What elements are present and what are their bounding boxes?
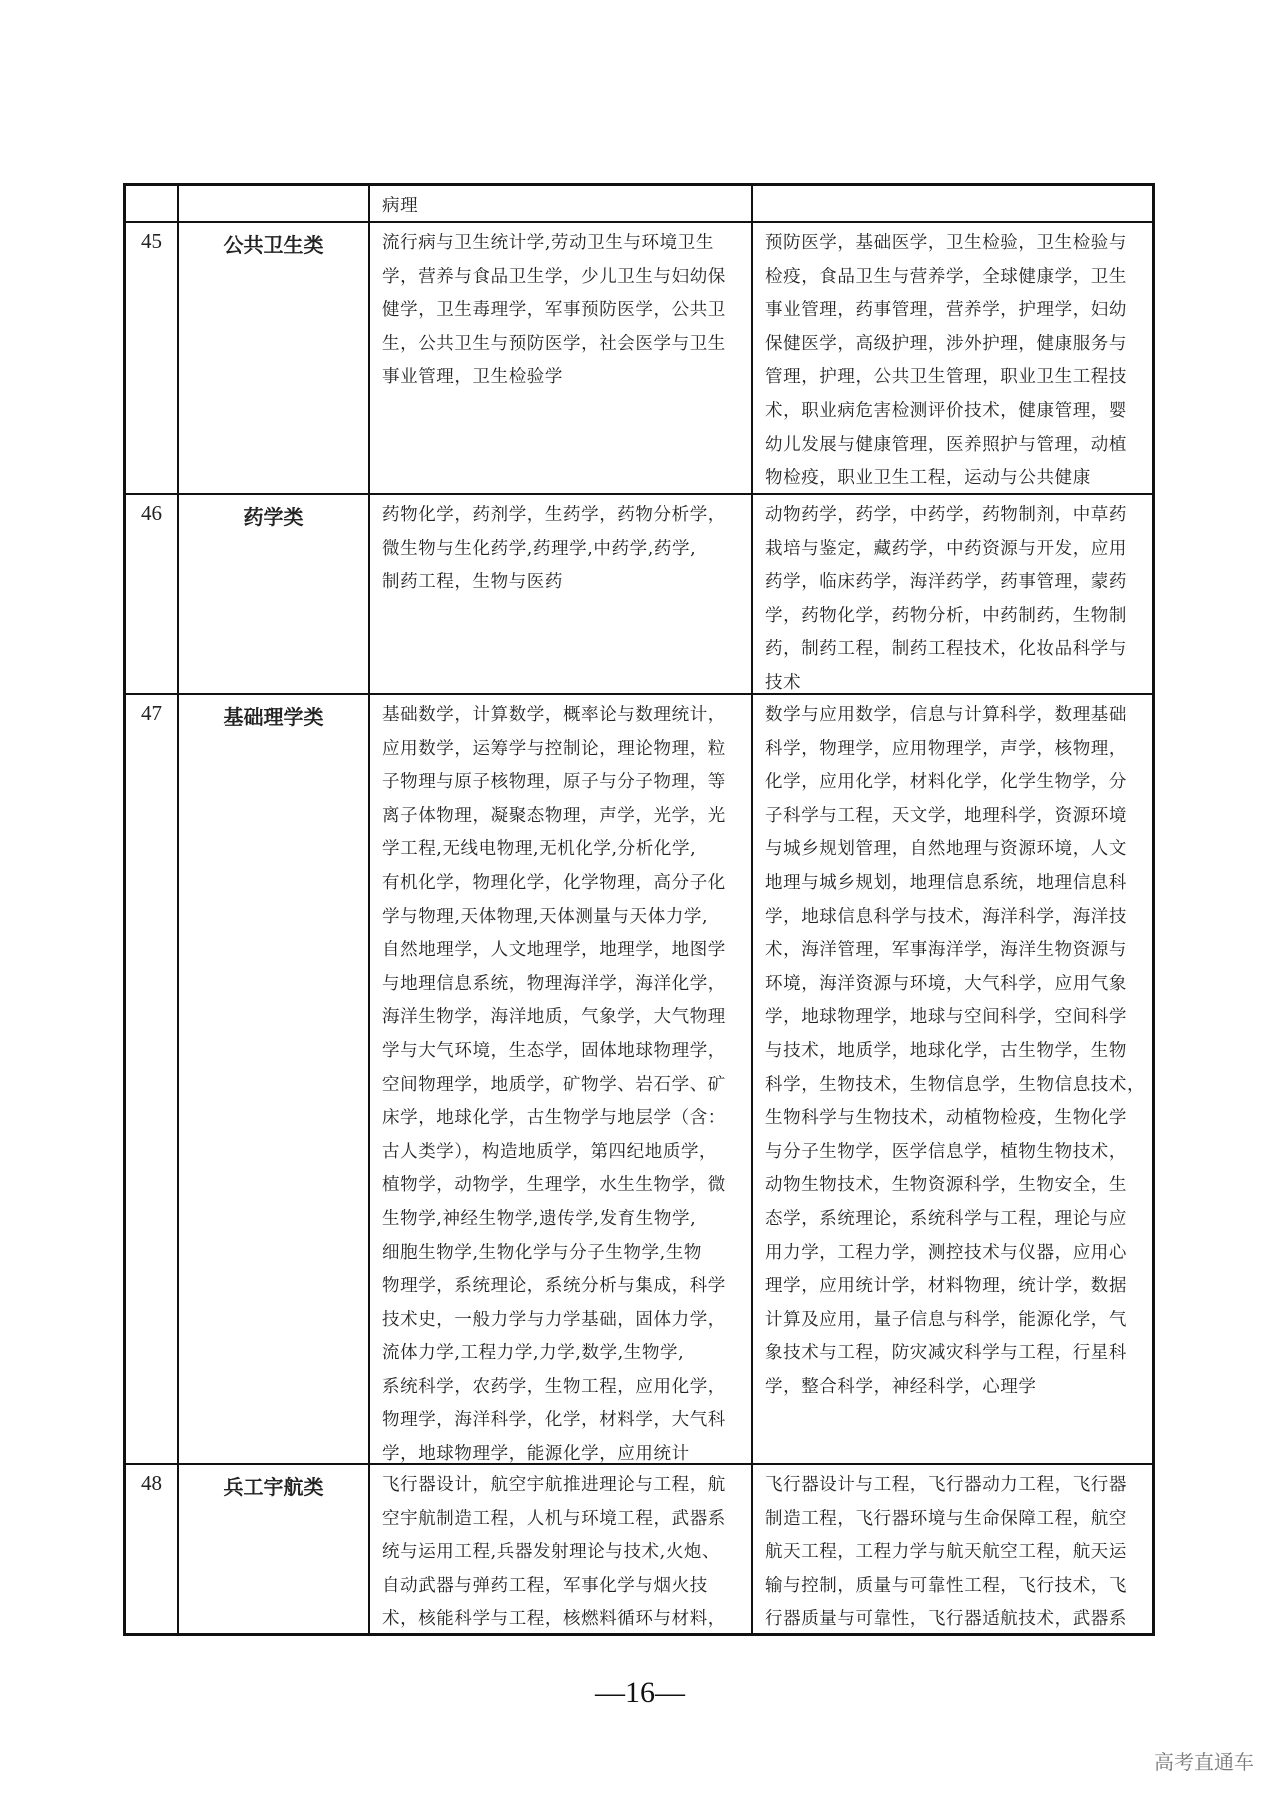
row-number-cell: 45 [126,223,179,493]
cell-text-line: 生物学,神经生物学,遗传学,发育生物学, [382,1208,697,1229]
table-row [126,186,1152,223]
table-row [126,695,1152,1465]
cell-text-line: 术，核能科学与工程，核燃料循环与材料， [382,1609,726,1630]
cell-text-line: 管理，护理，公共卫生管理，职业卫生工程技 [765,367,1127,388]
cell-text-line: 飞行器设计与工程，飞行器动力工程，飞行器 [765,1475,1127,1495]
cell-text-line: 化学，应用化学，材料化学，化学生物学，分 [765,772,1127,793]
cell-text-line: 床学，地球化学，古生物学与地层学（含： [382,1108,726,1129]
cell-text-line: 微生物与生化药学,药理学,中药学,药学, [382,538,697,559]
cell-text-line: 药学，临床药学，海洋药学，药事管理，蒙药 [765,572,1127,593]
cell-text-line: 预防医学，基础医学，卫生检验，卫生检验与 [765,233,1127,253]
cell-text-line: 与城乡规划管理，自然地理与资源环境，人文 [765,839,1127,860]
graduate-majors-cell [370,495,753,693]
graduate-majors-cell [370,695,753,1463]
cell-text-line: 生，公共卫生与预防医学，社会医学与卫生 [382,333,726,354]
row-number-cell: 46 [126,495,179,693]
cell-text-line: 与分子生物学，医学信息学，植物生物技术， [765,1141,1127,1162]
cell-text-line: 栽培与鉴定，藏药学，中药资源与开发，应用 [765,538,1127,559]
cell-text-line: 物检疫，职业卫生工程，运动与公共健康 [765,468,1091,489]
cell-text-line: 输与控制，质量与可靠性工程，飞行技术，飞 [765,1575,1127,1596]
cell-text-line: 与地理信息系统，物理海洋学，海洋化学， [382,973,726,994]
cell-text-line: 技术 [765,672,802,693]
undergraduate-majors-cell [753,223,1152,493]
cell-text-line: 流体力学,工程力学,力学,数学,生物学, [382,1343,685,1364]
category-name-cell: 药学类 [179,495,370,693]
undergraduate-majors-cell [753,695,1152,1463]
cell-text-line: 学工程,无线电物理,无机化学,分析化学, [382,839,697,860]
cell-text-line: 检疫，食品卫生与营养学，全球健康学，卫生 [765,266,1127,287]
cell-text-line: 有机化学，物理化学，化学物理，高分子化 [382,872,726,893]
cell-text-line: 飞行器设计，航空宇航推进理论与工程，航 [382,1475,726,1495]
cell-text-line: 用力学，工程力学，测控技术与仪器，应用心 [765,1242,1127,1263]
cell-text-line: 计算及应用，量子信息与科学，能源化学，气 [765,1309,1127,1330]
cell-text-line: 子科学与工程，天文学，地理科学，资源环境 [765,805,1127,826]
cell-text-line: 术，海洋管理，军事海洋学，海洋生物资源与 [765,940,1127,961]
cell-text-line: 生物科学与生物技术，动植物检疫，生物化学 [765,1108,1127,1129]
cell-text-line: 学，药物化学，药物分析，中药制药，生物制 [765,605,1127,626]
category-name-cell: 公共卫生类 [179,223,370,493]
table-row [126,495,1152,695]
cell-text-line: 地理与城乡规划，地理信息系统，地理信息科 [765,872,1127,893]
graduate-majors-cell [370,1465,753,1636]
cell-text-line: 事业管理，卫生检验学 [382,367,563,388]
undergraduate-majors-cell [753,186,1152,221]
cell-text-line: 自动武器与弹药工程，军事化学与烟火技 [382,1575,708,1596]
cell-text-line: 技术史，一般力学与力学基础，固体力学， [382,1309,726,1330]
watermark-text: 高考直通车 [1154,1750,1254,1774]
undergraduate-majors-cell [753,495,1152,693]
cell-text-line: 子物理与原子核物理，原子与分子物理，等 [382,772,726,793]
graduate-majors-cell [370,223,753,493]
cell-text-line: 系统科学，农药学，生物工程，应用化学， [382,1376,726,1397]
cell-text-line: 健学，卫生毒理学，军事预防医学，公共卫 [382,300,726,321]
page-number: —16— [595,1676,685,1709]
cell-text-line: 学与物理,天体物理,天体测量与天体力学, [382,906,709,927]
cell-text-line: 科学，物理学，应用物理学，声学，核物理， [765,738,1127,759]
cell-text-line: 药物化学，药剂学，生药学，药物分析学， [382,505,726,525]
cell-text-line: 古人类学），构造地质学，第四纪地质学， [382,1141,718,1162]
cell-text-line: 态学，系统理论，系统科学与工程，理论与应 [765,1208,1127,1229]
cell-text-line: 象技术与工程，防灾减灾科学与工程，行星科 [765,1343,1127,1364]
cell-text-line: 行器质量与可靠性，飞行器适航技术，武器系 [765,1609,1127,1630]
cell-text-line: 流行病与卫生统计学,劳动卫生与环境卫生 [382,233,714,253]
table-row [126,1465,1152,1636]
row-number-cell: 48 [126,1465,179,1636]
cell-text-line: 统与运用工程,兵器发射理论与技术,火炮、 [382,1542,721,1563]
cell-text-line: 科学，生物技术，生物信息学，生物信息技术， [765,1074,1146,1095]
cell-text-line: 海洋生物学，海洋地质，气象学，大气物理 [382,1007,726,1028]
cell-text-line: 动物生物技术，生物资源科学，生物安全，生 [765,1175,1127,1196]
cell-text-line: 物理学，海洋科学，化学，材料学，大气科 [382,1410,726,1431]
cell-text-line: 幼儿发展与健康管理，医养照护与管理，动植 [765,434,1127,455]
category-name-cell [179,186,370,221]
cell-text-line: 物理学，系统理论，系统分析与集成，科学 [382,1276,726,1297]
cell-text-line: 学，营养与食品卫生学，少儿卫生与妇幼保 [382,266,726,287]
graduate-majors-cell [370,186,753,221]
cell-text-line: 学，地球物理学，能源化学，应用统计 [382,1444,690,1465]
cell-text-line: 植物学，动物学，生理学，水生生物学，微 [382,1175,726,1196]
cell-text-line: 理学，应用统计学，材料物理，统计学，数据 [765,1276,1127,1297]
cell-text-line: 制药工程，生物与医药 [382,572,563,593]
undergraduate-majors-cell [753,1465,1152,1636]
cell-text-line: 病理 [382,196,419,216]
cell-text-line: 学，地球信息科学与技术，海洋科学，海洋技 [765,906,1127,927]
cell-text-line: 空间物理学，地质学，矿物学、岩石学、矿 [382,1074,726,1095]
cell-text-line: 应用数学，运筹学与控制论，理论物理，粒 [382,738,726,759]
cell-text-line: 事业管理，药事管理，营养学，护理学，妇幼 [765,300,1127,321]
cell-text-line: 与技术，地质学，地球化学，古生物学，生物 [765,1040,1127,1061]
row-number-cell [126,186,179,221]
cell-text-line: 学，地球物理学，地球与空间科学，空间科学 [765,1007,1127,1028]
cell-text-line: 自然地理学，人文地理学，地理学，地图学 [382,940,726,961]
table-row [126,223,1152,495]
cell-text-line: 学，整合科学，神经科学，心理学 [765,1376,1037,1397]
cell-text-line: 保健医学，高级护理，涉外护理，健康服务与 [765,333,1127,354]
cell-text-line: 基础数学，计算数学，概率论与数理统计， [382,705,726,725]
cell-text-line: 离子体物理，凝聚态物理，声学，光学，光 [382,805,726,826]
cell-text-line: 制造工程，飞行器环境与生命保障工程，航空 [765,1508,1127,1529]
cell-text-line: 环境，海洋资源与环境，大气科学，应用气象 [765,973,1127,994]
category-name-cell: 基础理学类 [179,695,370,1463]
cell-text-line: 细胞生物学,生物化学与分子生物学,生物 [382,1242,703,1263]
cell-text-line: 学与大气环境，生态学，固体地球物理学， [382,1040,726,1061]
category-name-cell: 兵工宇航类 [179,1465,370,1636]
cell-text-line: 航天工程，工程力学与航天航空工程，航天运 [765,1542,1127,1563]
cell-text-line: 动物药学，药学，中药学，药物制剂，中草药 [765,505,1127,525]
major-table [123,183,1155,1636]
cell-text-line: 术，职业病危害检测评价技术，健康管理，婴 [765,400,1127,421]
cell-text-line: 空宇航制造工程，人机与环境工程，武器系 [382,1508,726,1529]
row-number-cell: 47 [126,695,179,1463]
cell-text-line: 数学与应用数学，信息与计算科学，数理基础 [765,705,1127,725]
cell-text-line: 药，制药工程，制药工程技术，化妆品科学与 [765,639,1127,660]
